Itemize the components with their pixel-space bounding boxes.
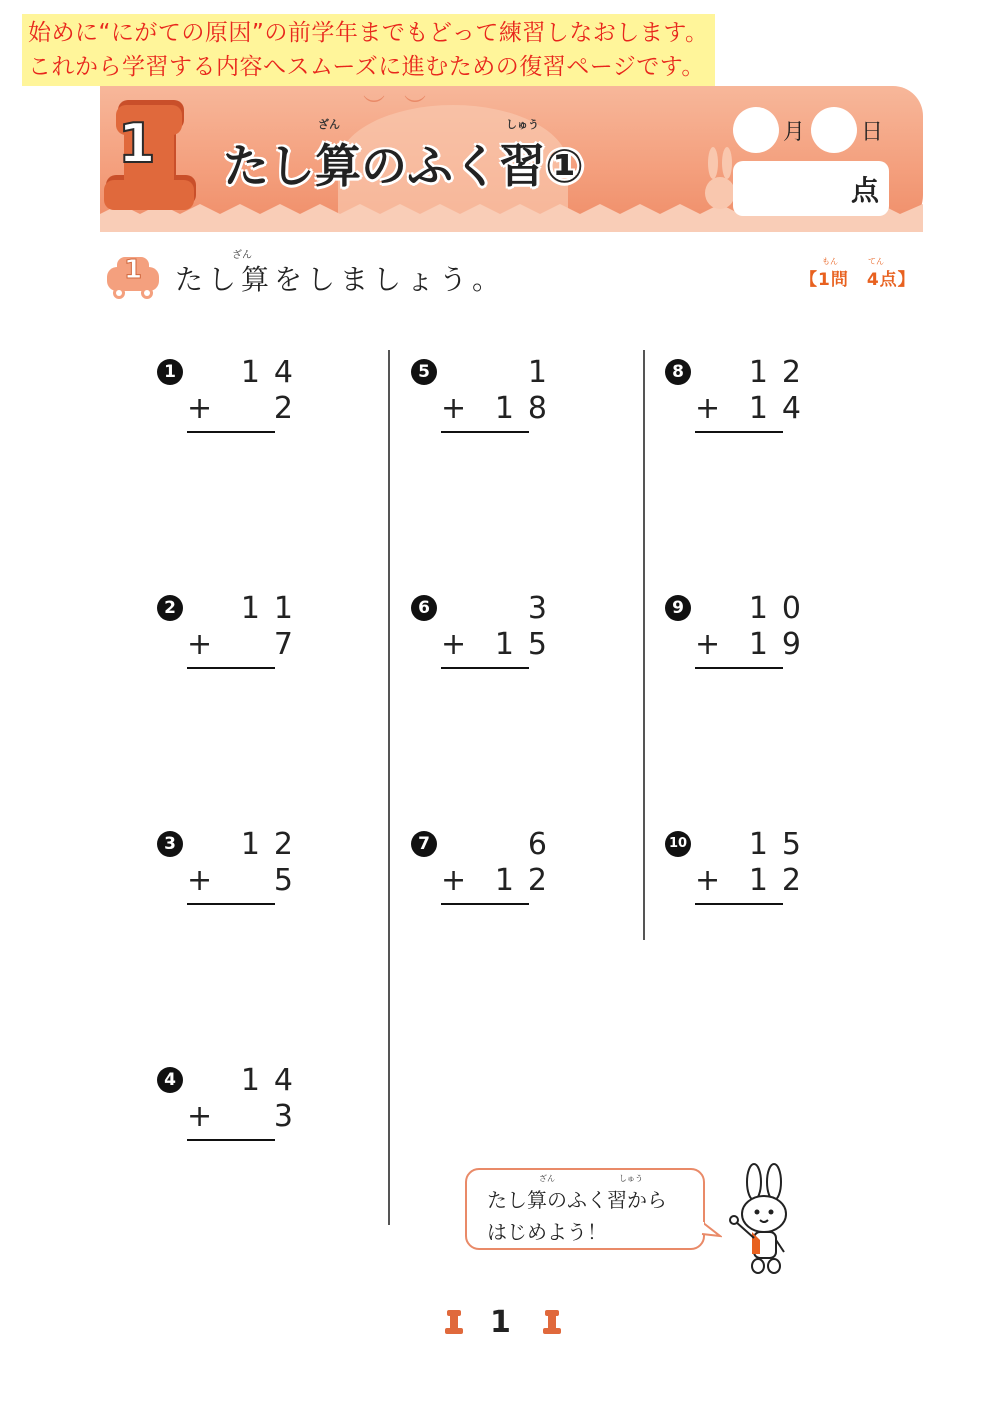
- problem-5: [411, 355, 561, 445]
- plus-sign: +: [187, 391, 213, 426]
- answer-line[interactable]: [441, 431, 529, 433]
- problem-bottom-operand: 12: [748, 863, 815, 898]
- problem-7: [411, 827, 561, 917]
- instruction-text: たし算をしましょう。: [175, 263, 506, 296]
- problem-bottom-operand: 7: [273, 627, 307, 662]
- problem-8: [665, 355, 815, 445]
- rabbit-mascot-icon: [724, 1162, 804, 1277]
- score-field[interactable]: [733, 161, 889, 216]
- bubble-line-2: はじめよう！: [487, 1220, 607, 1244]
- problem-bottom-operand: 15: [494, 627, 561, 662]
- plus-sign: +: [695, 863, 721, 898]
- page-title: たし算のふく習①: [223, 139, 584, 193]
- problem-top-operand: 6: [527, 827, 561, 862]
- day-input[interactable]: [811, 107, 857, 153]
- footer-right-decoration-icon: [541, 1308, 563, 1336]
- plus-sign: +: [441, 391, 467, 426]
- problem-bottom-operand: 12: [494, 863, 561, 898]
- page-number: 1: [490, 1305, 511, 1340]
- answer-line[interactable]: [695, 667, 783, 669]
- bubble-text: [487, 1184, 667, 1248]
- title-ruby-shuu: しゅう: [506, 118, 539, 131]
- intro-note-line-2: これから学習する内容へスムーズに進むための復習ページです。: [28, 54, 705, 80]
- plus-sign: +: [187, 863, 213, 898]
- problem-bottom-operand: 18: [494, 391, 561, 426]
- problem-6: [411, 591, 561, 681]
- month-label: 月: [783, 119, 806, 145]
- problem-number: 5: [411, 359, 437, 385]
- problem-bottom-operand: 3: [273, 1099, 307, 1134]
- answer-line[interactable]: [695, 903, 783, 905]
- answer-line[interactable]: [441, 903, 529, 905]
- plus-sign: +: [441, 863, 467, 898]
- problem-10: [665, 827, 815, 917]
- speech-bubble: [465, 1168, 705, 1250]
- answer-line[interactable]: [187, 667, 275, 669]
- lesson-number: 1: [118, 112, 156, 175]
- problem-number: 7: [411, 831, 437, 857]
- header-banner: [78, 50, 923, 238]
- problem-top-operand: 1: [527, 355, 561, 390]
- column-divider-2: [643, 350, 645, 940]
- answer-line[interactable]: [695, 431, 783, 433]
- intro-note-line-1: 始めに“にがての原因”の前学年までもどって練習しなおします。: [28, 20, 709, 46]
- problem-bottom-operand: 5: [273, 863, 307, 898]
- plus-sign: +: [187, 627, 213, 662]
- points-label: 【1問 4点】: [800, 270, 916, 290]
- problem-4: [157, 1063, 307, 1153]
- problem-9: [665, 591, 815, 681]
- birds-decoration: ︶ ︶: [363, 95, 432, 120]
- problem-2: [157, 591, 307, 681]
- answer-line[interactable]: [187, 1139, 275, 1141]
- day-label: 日: [861, 119, 884, 145]
- problem-bottom-operand: 2: [273, 391, 307, 426]
- bubble-ruby-zan: ざん: [539, 1174, 555, 1183]
- instruction-ruby: ざん: [232, 250, 252, 261]
- problem-top-operand: 14: [240, 1063, 307, 1098]
- score-label: 点: [850, 174, 879, 207]
- problem-number: 2: [157, 595, 183, 621]
- question-number: 1: [124, 255, 143, 285]
- problem-number: 3: [157, 831, 183, 857]
- date-field: [733, 105, 889, 155]
- answer-line[interactable]: [441, 667, 529, 669]
- problem-top-operand: 11: [240, 591, 307, 626]
- problem-number: 6: [411, 595, 437, 621]
- answer-line[interactable]: [187, 903, 275, 905]
- problem-number: 1: [157, 359, 183, 385]
- points-ruby-ten: てん: [868, 257, 884, 266]
- plus-sign: +: [695, 391, 721, 426]
- bubble-tail-icon: [700, 1222, 722, 1244]
- plus-sign: +: [441, 627, 467, 662]
- plus-sign: +: [695, 627, 721, 662]
- problem-top-operand: 3: [527, 591, 561, 626]
- bubble-line-1: たし算のふく習から: [487, 1188, 667, 1212]
- problem-1: [157, 355, 307, 445]
- title-ruby-zan: ざん: [318, 118, 340, 131]
- problem-number: 10: [665, 831, 691, 857]
- points-ruby-mon: もん: [822, 257, 838, 266]
- problem-top-operand: 10: [748, 591, 815, 626]
- problem-3: [157, 827, 307, 917]
- problem-bottom-operand: 19: [748, 627, 815, 662]
- problem-top-operand: 12: [240, 827, 307, 862]
- month-input[interactable]: [733, 107, 779, 153]
- answer-line[interactable]: [187, 431, 275, 433]
- problem-top-operand: 15: [748, 827, 815, 862]
- problem-top-operand: 12: [748, 355, 815, 390]
- problem-bottom-operand: 14: [748, 391, 815, 426]
- column-divider-1: [388, 350, 390, 1225]
- problem-number: 9: [665, 595, 691, 621]
- plus-sign: +: [187, 1099, 213, 1134]
- bubble-ruby-shuu: しゅう: [619, 1174, 643, 1183]
- footer-left-decoration-icon: [443, 1308, 465, 1336]
- problem-top-operand: 14: [240, 355, 307, 390]
- problem-number: 4: [157, 1067, 183, 1093]
- problem-number: 8: [665, 359, 691, 385]
